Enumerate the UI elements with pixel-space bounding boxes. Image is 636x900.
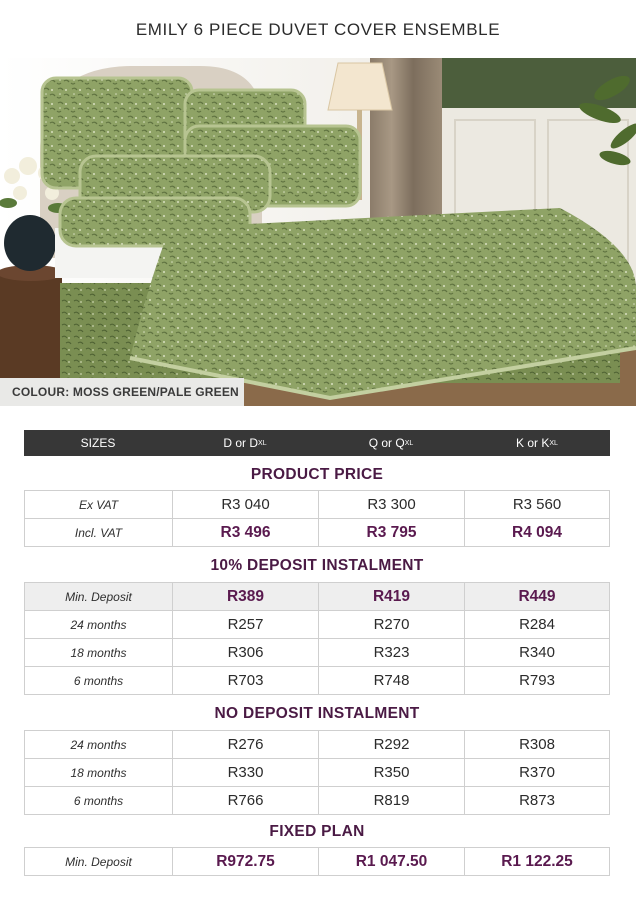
deposit-instalment-table xyxy=(24,582,610,695)
section-title-deposit-instalment: 10% DEPOSIT INSTALMENT xyxy=(210,557,424,574)
price-cell: R3 300 xyxy=(318,491,464,518)
price-cell: R292 xyxy=(318,731,464,758)
table-row xyxy=(24,787,610,815)
row-label: 6 months xyxy=(24,667,172,694)
size-queen: Q or Q XL xyxy=(368,436,414,450)
table-row xyxy=(24,611,610,639)
price-cell: R270 xyxy=(318,611,464,638)
price-cell: R1 047.50 xyxy=(318,848,464,875)
sizes-label: SIZES xyxy=(80,436,116,450)
row-label: 6 months xyxy=(24,787,172,814)
price-cell: R419 xyxy=(318,583,464,610)
price-cell: R1 122.25 xyxy=(464,848,610,875)
no-deposit-instalment-table xyxy=(24,730,610,815)
row-label: Min. Deposit xyxy=(24,848,172,875)
table-row xyxy=(24,667,610,695)
price-cell: R284 xyxy=(464,611,610,638)
product-photo xyxy=(0,58,636,406)
table-row xyxy=(24,491,610,519)
size-double: D or D XL xyxy=(223,436,267,450)
table-row xyxy=(24,639,610,667)
price-cell: R308 xyxy=(464,731,610,758)
price-cell: R330 xyxy=(172,759,318,786)
price-cell: R3 795 xyxy=(318,519,464,546)
price-cell: R306 xyxy=(172,639,318,666)
table-row xyxy=(24,848,610,876)
price-cell: R766 xyxy=(172,787,318,814)
price-cell: R703 xyxy=(172,667,318,694)
price-cell: R819 xyxy=(318,787,464,814)
price-cell: R323 xyxy=(318,639,464,666)
section-title-fixed-plan: FIXED PLAN xyxy=(269,823,365,840)
row-label: 24 months xyxy=(24,731,172,758)
table-row xyxy=(24,519,610,547)
price-cell: R748 xyxy=(318,667,464,694)
row-label: 18 months xyxy=(24,639,172,666)
row-label: Min. Deposit xyxy=(24,583,172,610)
row-label: Ex VAT xyxy=(24,491,172,518)
colour-label: COLOUR: MOSS GREEN/PALE GREEN xyxy=(0,378,244,406)
fixed-plan-table xyxy=(24,847,610,876)
price-cell: R370 xyxy=(464,759,610,786)
price-cell: R3 496 xyxy=(172,519,318,546)
page-title: EMILY 6 PIECE DUVET COVER ENSEMBLE xyxy=(135,20,501,39)
price-cell: R257 xyxy=(172,611,318,638)
price-cell: R449 xyxy=(464,583,610,610)
row-label: 24 months xyxy=(24,611,172,638)
price-cell: R3 040 xyxy=(172,491,318,518)
price-cell: R276 xyxy=(172,731,318,758)
size-king: K or K XL xyxy=(516,436,558,450)
section-title-product-price: PRODUCT PRICE xyxy=(250,466,384,483)
price-cell: R340 xyxy=(464,639,610,666)
table-row xyxy=(24,759,610,787)
product-price-table xyxy=(24,490,610,547)
price-cell: R873 xyxy=(464,787,610,814)
price-cell: R389 xyxy=(172,583,318,610)
table-row xyxy=(24,583,610,611)
section-title-no-deposit-instalment: NO DEPOSIT INSTALMENT xyxy=(214,705,420,722)
sizes-header-row xyxy=(24,430,610,456)
price-cell: R350 xyxy=(318,759,464,786)
price-cell: R793 xyxy=(464,667,610,694)
row-label: 18 months xyxy=(24,759,172,786)
price-cell: R972.75 xyxy=(172,848,318,875)
price-cell: R3 560 xyxy=(464,491,610,518)
table-row xyxy=(24,731,610,759)
row-label: Incl. VAT xyxy=(24,519,172,546)
price-cell: R4 094 xyxy=(464,519,610,546)
